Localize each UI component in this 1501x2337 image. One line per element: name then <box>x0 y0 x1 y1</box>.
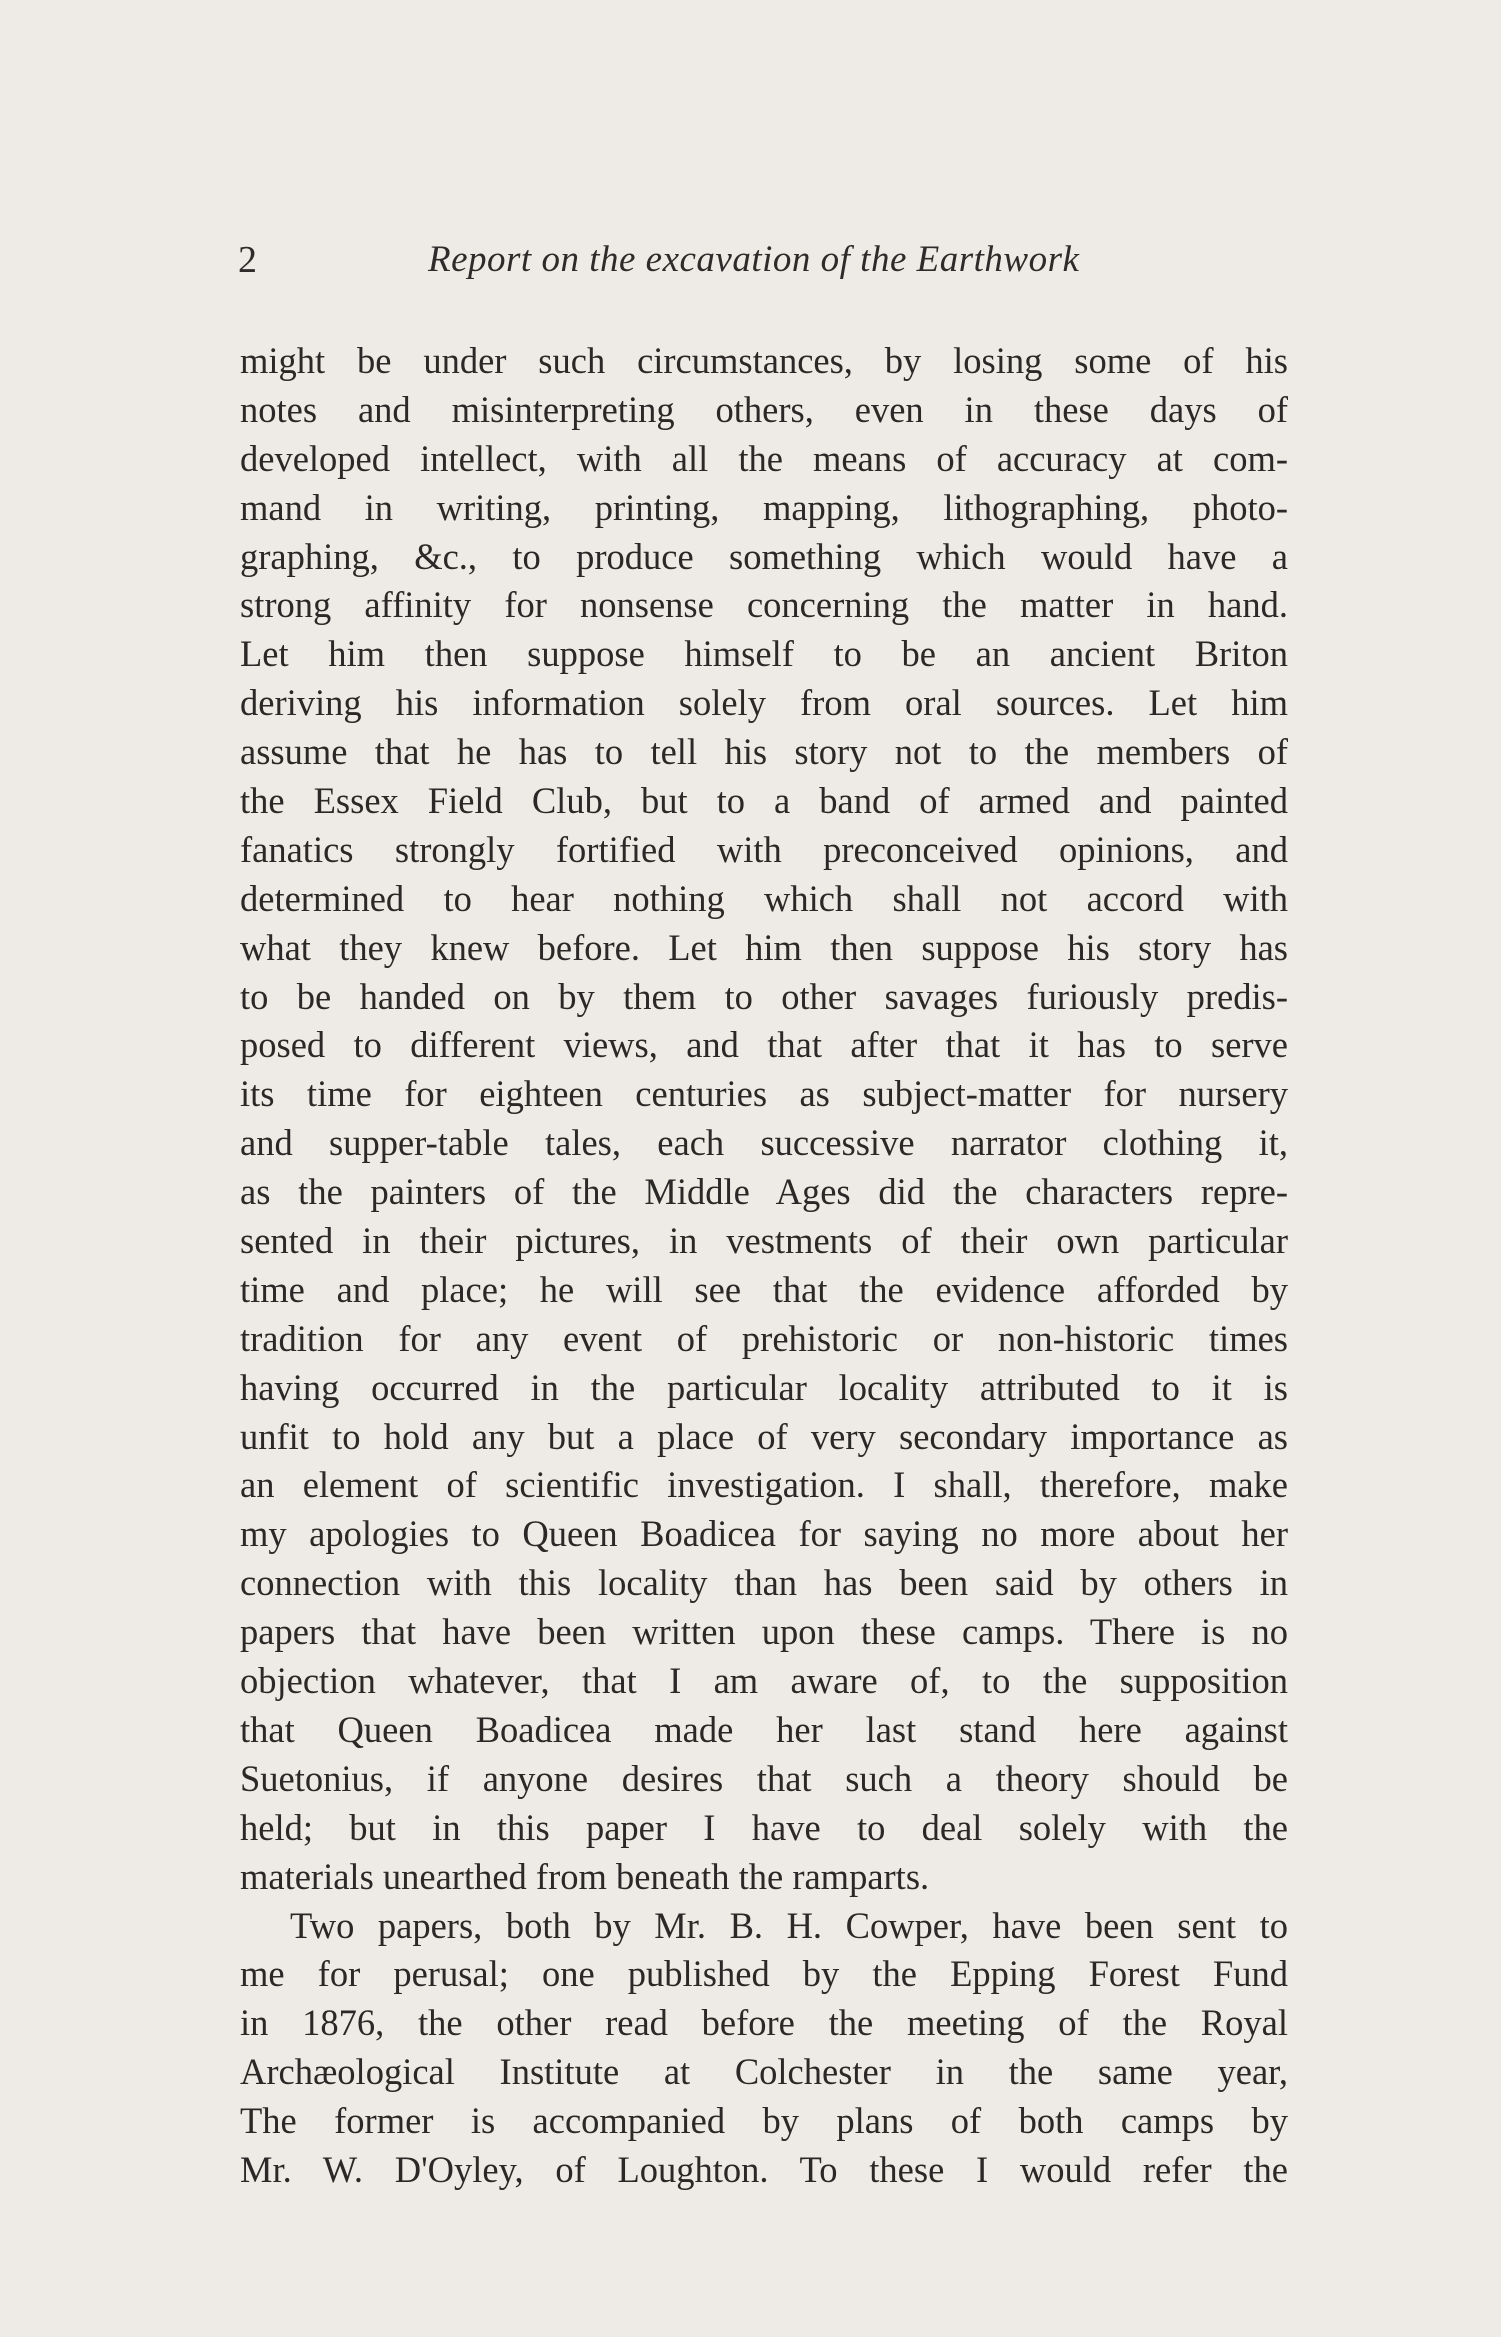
text-line: the Essex Field Club, but to a band of armed and painted <box>240 780 1288 822</box>
paragraph-end-line: materials unearthed from beneath the ramparts. <box>240 1855 930 1897</box>
text-line: what they knew before. Let him then suppose his story has <box>240 926 1288 968</box>
text-line: connection with this locality than has been said by others in <box>240 1562 1288 1604</box>
text-line: Let him then suppose himself to be an ancient Briton <box>240 633 1288 675</box>
text-line: that Queen Boadicea made her last stand here against <box>240 1708 1288 1750</box>
text-line: to be handed on by them to other savages furiously predis- <box>240 975 1288 1017</box>
text-line: The former is accompanied by plans of both camps by <box>240 2100 1288 2142</box>
text-line: mand in writing, printing, mapping, lithographing, photo- <box>240 486 1288 528</box>
text-line: me for perusal; one published by the Epping Forest Fund <box>240 1953 1288 1995</box>
text-line: having occurred in the particular locality attributed to it is <box>240 1366 1288 1408</box>
text-line: Archæological Institute at Colchester in the same year, <box>240 2051 1288 2093</box>
text-line: might be under such circumstances, by losing some of his <box>240 340 1288 381</box>
text-line: time and place; he will see that the evidence afforded by <box>240 1268 1288 1310</box>
text-line: assume that he has to tell his story not to the members of <box>240 731 1288 773</box>
text-line: sented in their pictures, in vestments of their own particular <box>240 1220 1288 1262</box>
text-line: graphing, &c., to produce something which would have a <box>240 535 1288 577</box>
text-line: its time for eighteen centuries as subject-matter for nursery <box>240 1073 1288 1115</box>
text-line: Suetonius, if anyone desires that such a theory should be <box>240 1757 1288 1799</box>
text-line: determined to hear nothing which shall not accord with <box>240 877 1288 919</box>
body-text <box>240 337 1288 2195</box>
text-line: Mr. W. D'Oyley, of Loughton. To these I would refer the <box>240 2148 1288 2190</box>
running-title: Report on the excavation of the Earthwork <box>428 239 1080 280</box>
text-line: objection whatever, that I am aware of, to the supposition <box>240 1660 1288 1702</box>
page-number: 2 <box>238 239 257 281</box>
text-line: my apologies to Queen Boadicea for saying no more about her <box>240 1513 1288 1555</box>
page-header <box>238 238 1288 288</box>
text-line: tradition for any event of prehistoric or non-historic times <box>240 1317 1288 1359</box>
text-line: strong affinity for nonsense concerning the matter in hand. <box>240 584 1288 626</box>
paragraph-start-line: Two papers, both by Mr. B. H. Cowper, have been sent to <box>290 1904 1288 1946</box>
text-line: an element of scientific investigation. I shall, therefore, make <box>240 1464 1288 1506</box>
text-line: notes and misinterpreting others, even in these days of <box>240 388 1288 430</box>
text-line: in 1876, the other read before the meeting of the Royal <box>240 2002 1288 2044</box>
text-line: fanatics strongly fortified with preconceived opinions, and <box>240 828 1288 870</box>
text-line: developed intellect, with all the means of accuracy at com- <box>240 437 1288 479</box>
text-line: and supper-table tales, each successive narrator clothing it, <box>240 1122 1288 1164</box>
text-line: unfit to hold any but a place of very secondary importance as <box>240 1415 1288 1457</box>
text-line: deriving his information solely from oral sources. Let him <box>240 682 1288 724</box>
text-line: held; but in this paper I have to deal solely with the <box>240 1806 1288 1848</box>
text-line: as the painters of the Middle Ages did the characters repre- <box>240 1171 1288 1213</box>
text-line: posed to different views, and that after that it has to serve <box>240 1024 1288 1066</box>
text-line: papers that have been written upon these camps. There is no <box>240 1611 1288 1653</box>
